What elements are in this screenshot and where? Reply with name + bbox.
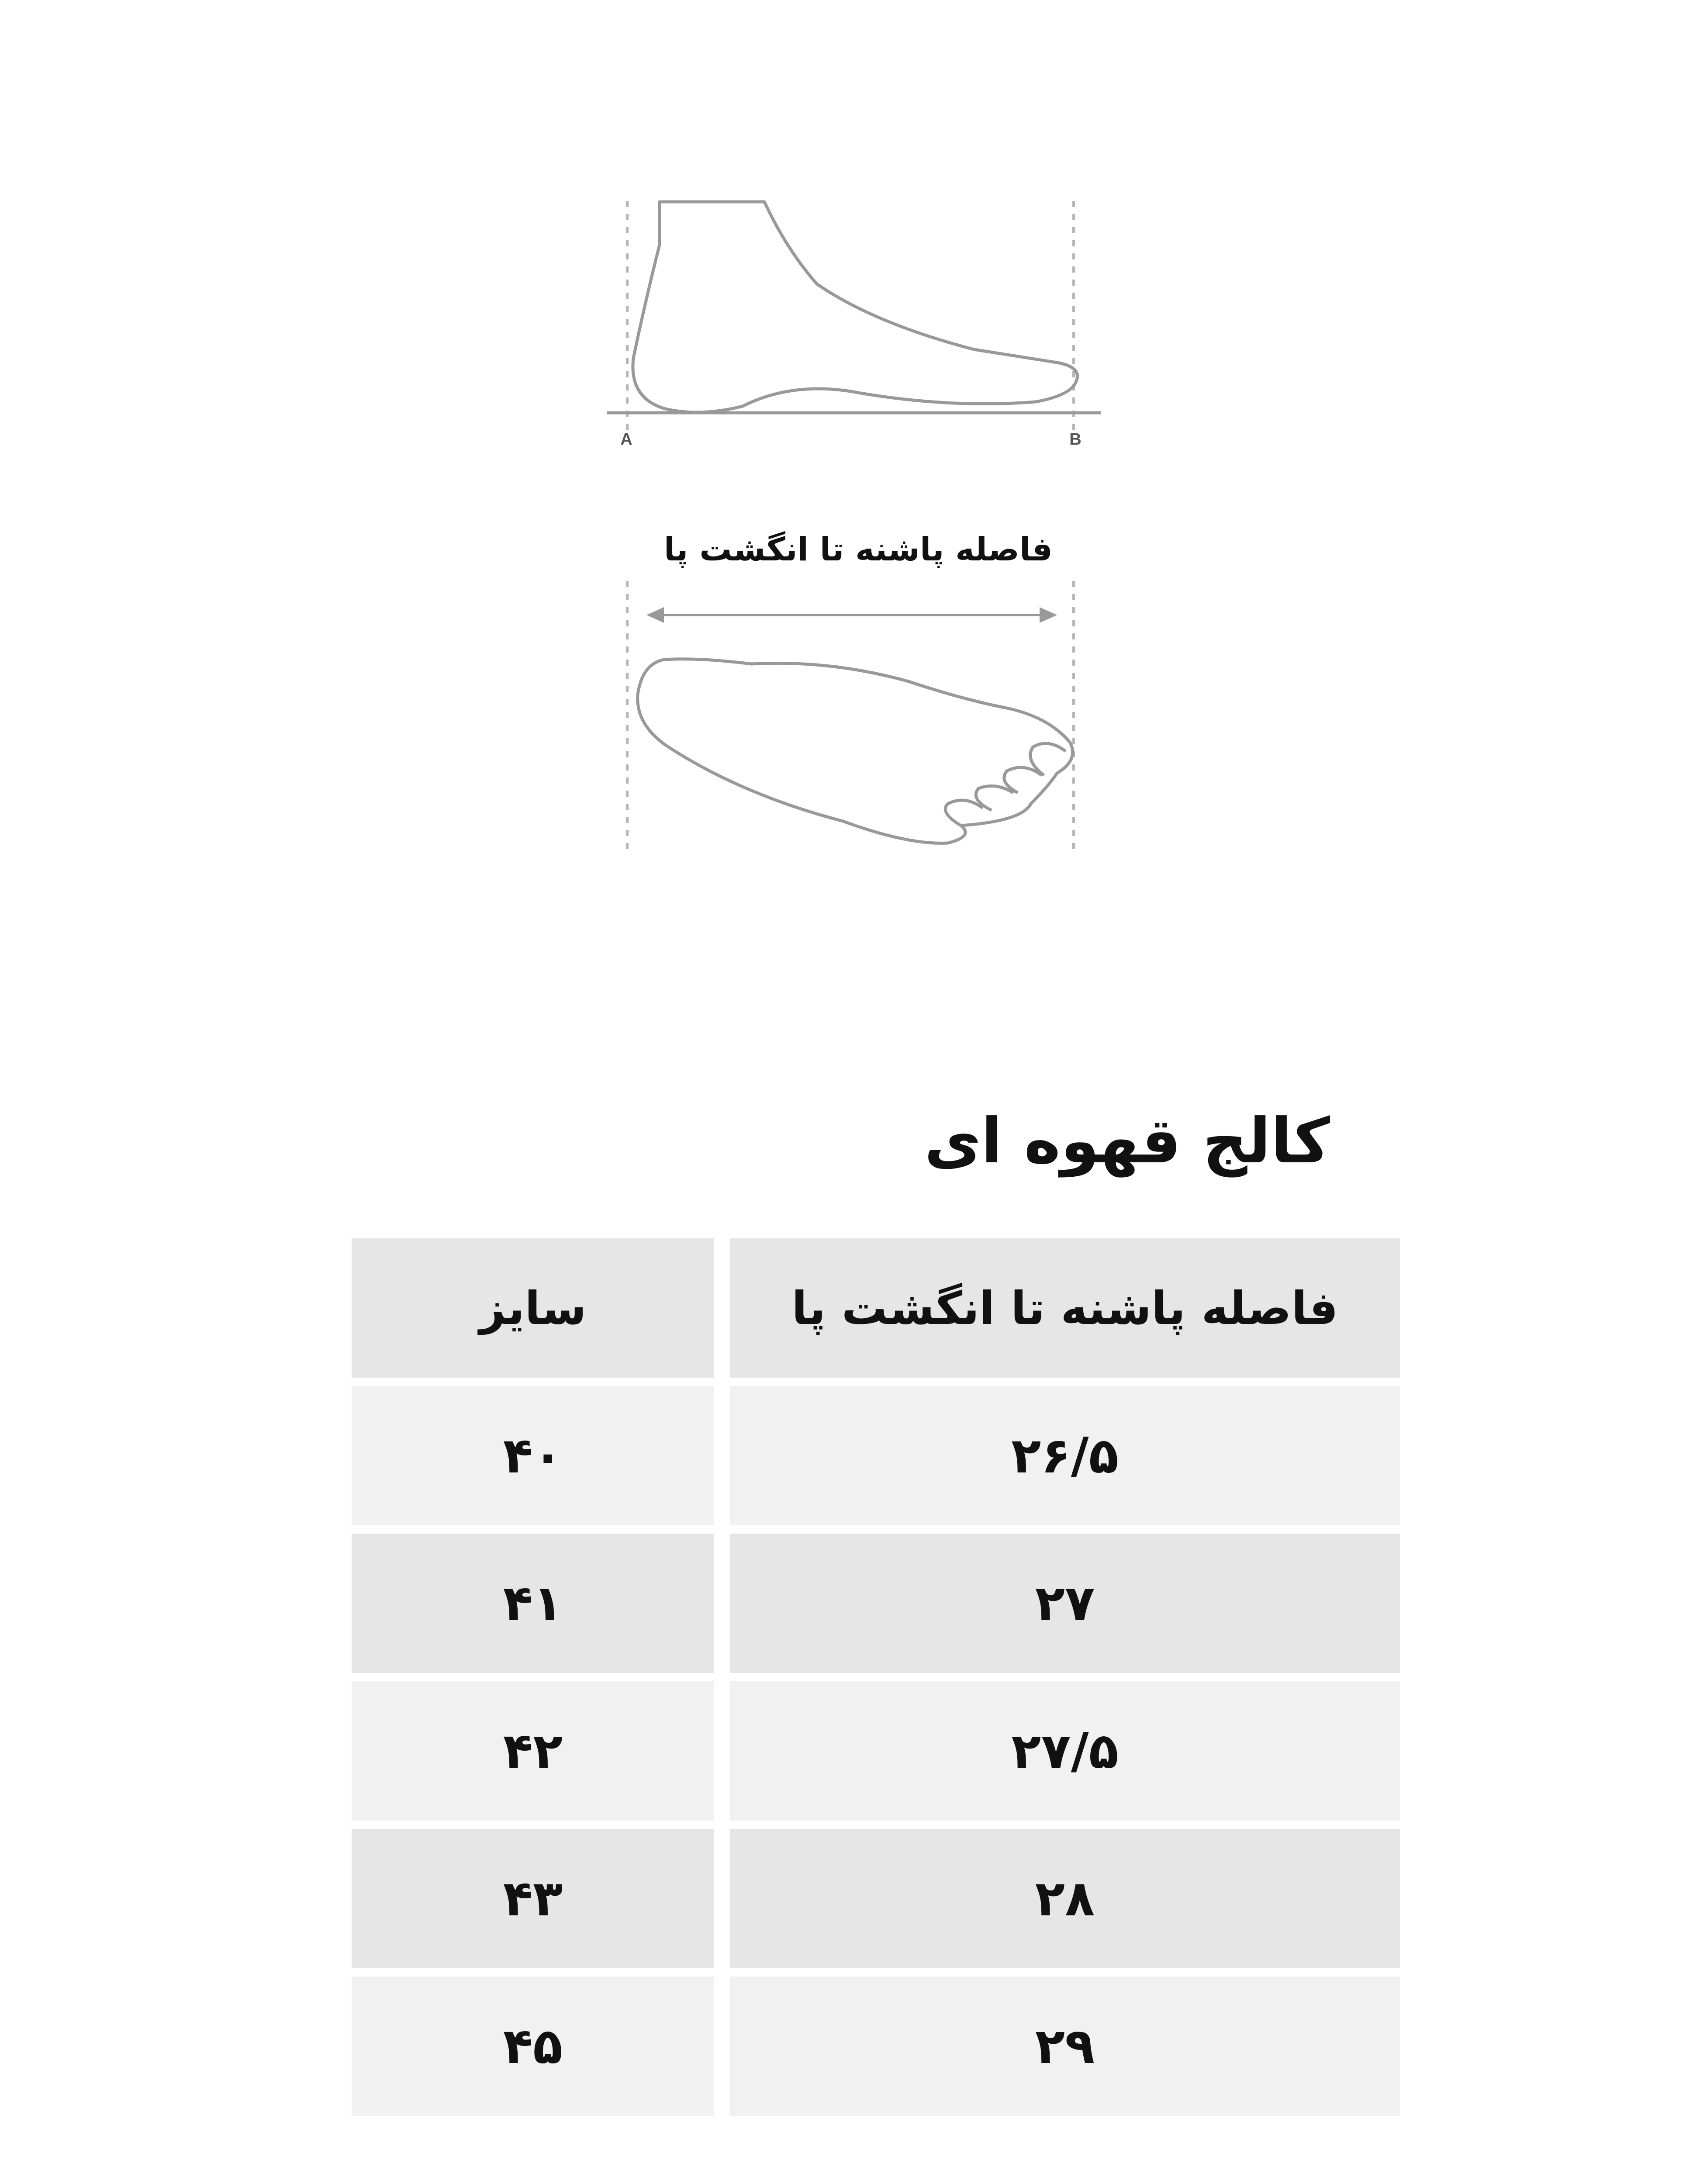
- point-b-label: B: [1069, 430, 1082, 449]
- size-cell: ۴۲: [352, 1681, 714, 1821]
- distance-cell: ۲۹: [730, 1977, 1400, 2116]
- foot-measurement-diagram: [0, 0, 1707, 874]
- product-title: کالج قهوه ای: [924, 1105, 1330, 1177]
- distance-cell: ۲۸: [730, 1829, 1400, 1968]
- size-cell: ۴۰: [352, 1386, 714, 1525]
- foot-side-view-icon: [607, 201, 1101, 437]
- measure-label: فاصله پاشنه تا انگشت پا: [663, 531, 1053, 568]
- table-row: [352, 1386, 1400, 1525]
- header-distance: فاصله پاشنه تا انگشت پا: [730, 1238, 1400, 1378]
- table-row: [352, 1534, 1400, 1673]
- point-a-label: A: [620, 430, 632, 449]
- table-row: [352, 1829, 1400, 1968]
- size-cell: ۴۱: [352, 1534, 714, 1673]
- distance-cell: ۲۶/۵: [730, 1386, 1400, 1525]
- distance-cell: ۲۷/۵: [730, 1681, 1400, 1821]
- table-row: [352, 1681, 1400, 1821]
- table-header-row: [352, 1238, 1400, 1378]
- size-cell: ۴۵: [352, 1977, 714, 2116]
- foot-top-view-icon: [627, 581, 1074, 856]
- distance-cell: ۲۷: [730, 1534, 1400, 1673]
- table-row: [352, 1977, 1400, 2116]
- header-size: سایز: [352, 1238, 714, 1378]
- size-cell: ۴۳: [352, 1829, 714, 1968]
